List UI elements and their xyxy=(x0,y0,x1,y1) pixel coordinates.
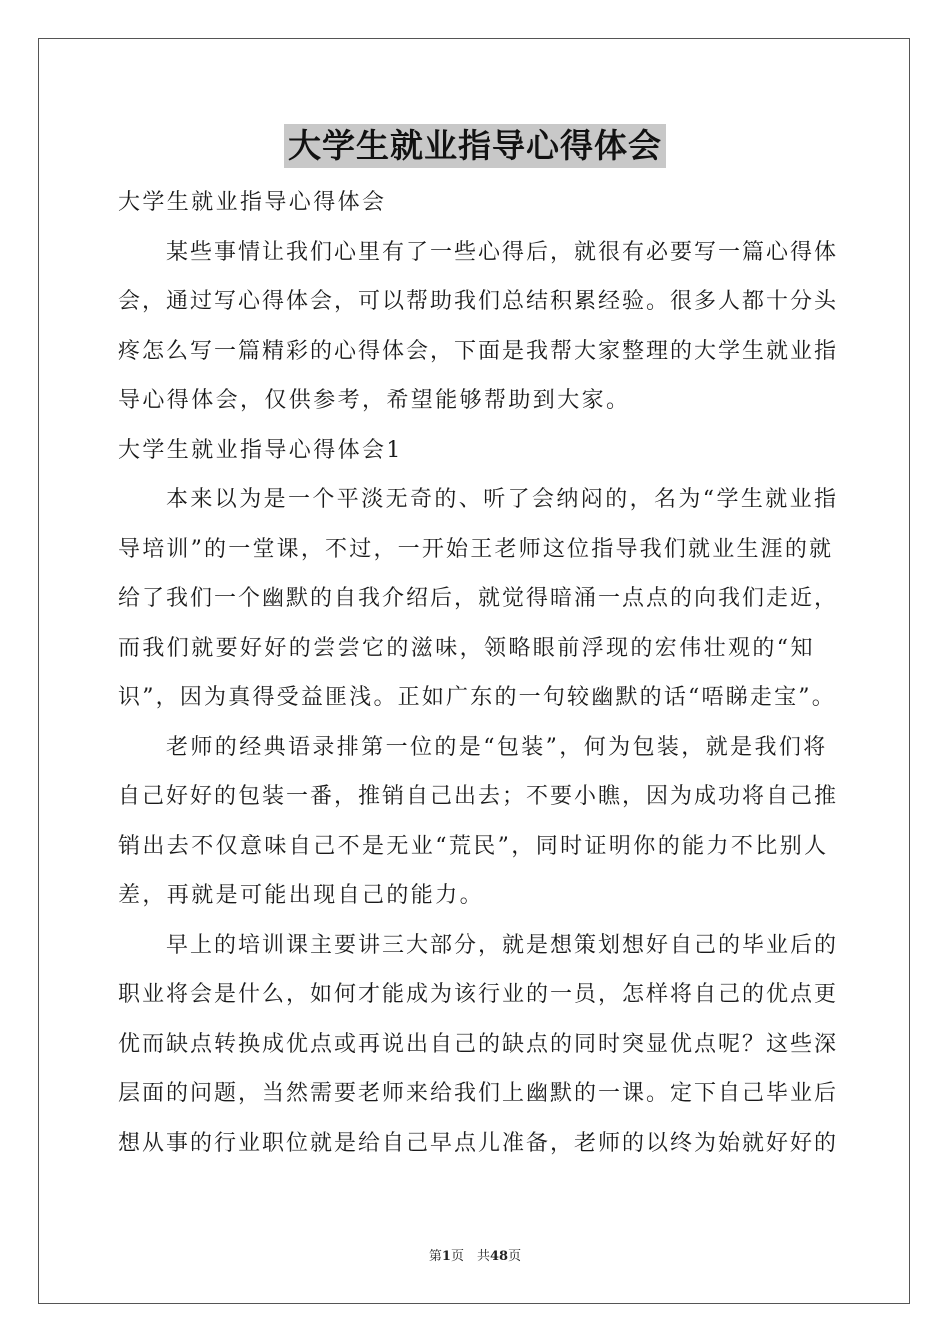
text-line: 给了我们一个幽默的自我介绍后，就觉得暗涌一点点的向我们走近， xyxy=(118,586,839,611)
text-line: 销出去不仅意味自己不是无业“荒民”，同时证明你的能力不比别人 xyxy=(118,833,829,859)
page-label-mid: 页 共 xyxy=(450,1249,490,1264)
page-total: 48 xyxy=(489,1249,509,1264)
text-line: 某些事情让我们心里有了一些心得后，就很有必要写一篇心得体 xyxy=(166,239,839,265)
page-label-suffix: 页 xyxy=(508,1249,522,1264)
text-line: 早上的培训课主要讲三大部分，就是想策划想好自己的毕业后的 xyxy=(166,932,839,958)
text-line: 层面的问题，当然需要老师来给我们上幽默的一课。定下自己毕业后 xyxy=(118,1081,839,1106)
text-line: 优而缺点转换成优点或再说出自己的缺点的同时突显优点呢？这些深 xyxy=(118,1031,839,1057)
text-line: 导心得体会，仅供参考，希望能够帮助到大家。 xyxy=(118,388,631,413)
text-line: 识”，因为真得受益匪浅。正如广东的一句较幽默的话“唔睇走宝”。 xyxy=(118,685,836,710)
text-line: 大学生就业指导心得体会1 xyxy=(118,437,403,463)
text-line: 差，再就是可能出现自己的能力。 xyxy=(118,883,485,908)
page-current: 1 xyxy=(441,1249,451,1264)
text-line: 疼怎么写一篇精彩的心得体会，下面是我帮大家整理的大学生就业指 xyxy=(118,338,839,364)
text-line: 大学生就业指导心得体会 xyxy=(118,190,387,215)
page-label-prefix: 第 xyxy=(428,1249,442,1264)
document-body xyxy=(118,178,838,1168)
text-line: 本来以为是一个平淡无奇的、听了会纳闷的，名为“学生就业指 xyxy=(166,487,839,512)
page-footer xyxy=(0,1249,950,1265)
text-line: 老师的经典语录排第一位的是“包装”，何为包装，就是我们将 xyxy=(166,734,828,760)
text-line: 而我们就要好好的尝尝它的滋味，领略眼前浮现的宏伟壮观的“知 xyxy=(118,635,815,661)
text-line: 导培训”的一堂课，不过，一开始王老师这位指导我们就业生涯的就 xyxy=(118,536,834,562)
document-title: 大学生就业指导心得体会 xyxy=(284,124,666,168)
text-line: 职业将会是什么，如何才能成为该行业的一员，怎样将自己的优点更 xyxy=(118,982,839,1007)
document-title-wrap xyxy=(0,124,950,168)
text-line: 会，通过写心得体会，可以帮助我们总结积累经验。很多人都十分头 xyxy=(118,289,839,314)
text-line: 自己好好的包装一番，推销自己出去；不要小瞧，因为成功将自己推 xyxy=(118,784,839,809)
text-line: 想从事的行业职位就是给自己早点儿准备，老师的以终为始就好好的 xyxy=(118,1130,839,1156)
